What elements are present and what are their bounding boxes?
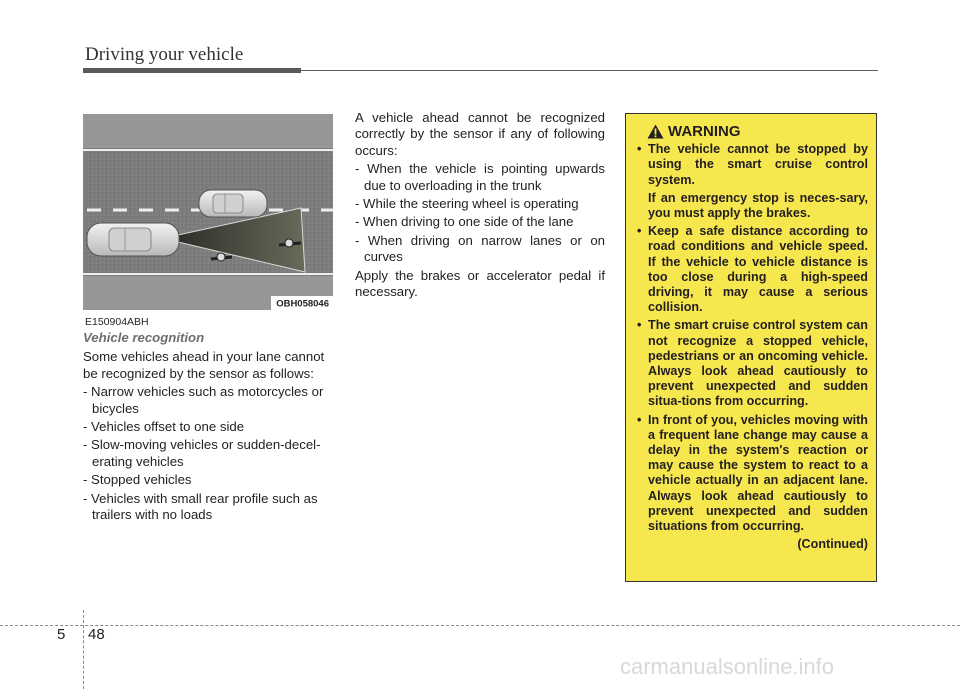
bullet: • xyxy=(637,224,642,239)
middle-column xyxy=(355,110,605,302)
warning-triangle-icon xyxy=(647,124,664,139)
footer-rule xyxy=(0,625,960,626)
list-item: - Vehicles with small rear profile such as trailers with no loads xyxy=(83,490,318,523)
own-car xyxy=(87,223,179,256)
warning-item xyxy=(637,413,868,535)
bullet: • xyxy=(637,142,642,157)
section-title: Driving your vehicle xyxy=(85,44,244,65)
list-item: - When driving on narrow lanes or on curves xyxy=(355,232,605,265)
list-item: - Vehicles offset to one side xyxy=(83,419,245,435)
list-item: - When the vehicle is pointing upwards due to overloading in the trunk xyxy=(355,161,605,193)
list-item: - Slow-moving vehicles or sudden-decel-erating vehicles xyxy=(83,437,321,469)
figure-code: OBH058046 xyxy=(276,298,329,310)
warning-text: The vehicle cannot be stopped by using the smart cruise control system. xyxy=(648,142,868,187)
watermark: carmanualsonline.info xyxy=(620,654,835,679)
subheading: Vehicle recognition xyxy=(83,330,205,345)
paragraph: Apply the brakes or accelerator pedal if necessary. xyxy=(355,267,605,300)
warning-header xyxy=(647,124,868,139)
warning-text: The smart cruise control system can not recognize a stopped vehicle, pedestrians or an oncoming vehicle. Always look ahead cautiously to prevent unexpected and sudden situa-tions from occurring. xyxy=(648,318,868,409)
continued-label: (Continued) xyxy=(797,537,868,552)
exception-list xyxy=(83,384,335,523)
warning-title: WARNING xyxy=(668,123,741,140)
warning-item xyxy=(637,142,868,221)
condition-list xyxy=(355,161,605,265)
figure-label: E150904ABH xyxy=(85,316,149,328)
left-column xyxy=(83,330,335,525)
warning-list xyxy=(637,142,868,534)
header-rule xyxy=(301,70,878,71)
paragraph: Some vehicles ahead in your lane cannot be recognized by the sensor as follows: xyxy=(83,349,325,381)
list-item: - While the steering wheel is operating xyxy=(355,196,579,212)
page-number: 48 xyxy=(88,626,105,643)
list-item: - When driving to one side of the lane xyxy=(355,214,574,230)
warning-text: Keep a safe distance according to road conditions and vehicle speed. If the vehicle to vehicle distance is too close during a high-speed driving, it may cause a serious collision. xyxy=(648,224,868,315)
warning-text: In front of you, vehicles moving with a frequent lane change may cause a delay in the system's reaction or may cause the system to react to a vehicle actually in an adjacent lane. Always look ahead cautiously to prevent unexpected and sudden situations from occurring. xyxy=(648,412,868,534)
warning-text: If an emergency stop is neces-sary, you must apply the brakes. xyxy=(648,190,868,221)
car-ahead xyxy=(199,190,267,217)
chapter-number: 5 xyxy=(57,626,66,643)
bullet: • xyxy=(637,318,642,333)
warning-item xyxy=(637,318,868,409)
warning-box xyxy=(625,113,877,582)
header-bar xyxy=(83,68,301,73)
paragraph: A vehicle ahead cannot be recognized correctly by the sensor if any of following occurs: xyxy=(355,110,605,158)
radar-illustration xyxy=(83,114,333,310)
list-item: - Narrow vehicles such as motorcycles or bicycles xyxy=(83,384,324,416)
list-item: - Stopped vehicles xyxy=(83,472,192,488)
bullet: • xyxy=(637,412,642,427)
footer-divider xyxy=(83,610,84,689)
warning-item xyxy=(637,224,868,315)
